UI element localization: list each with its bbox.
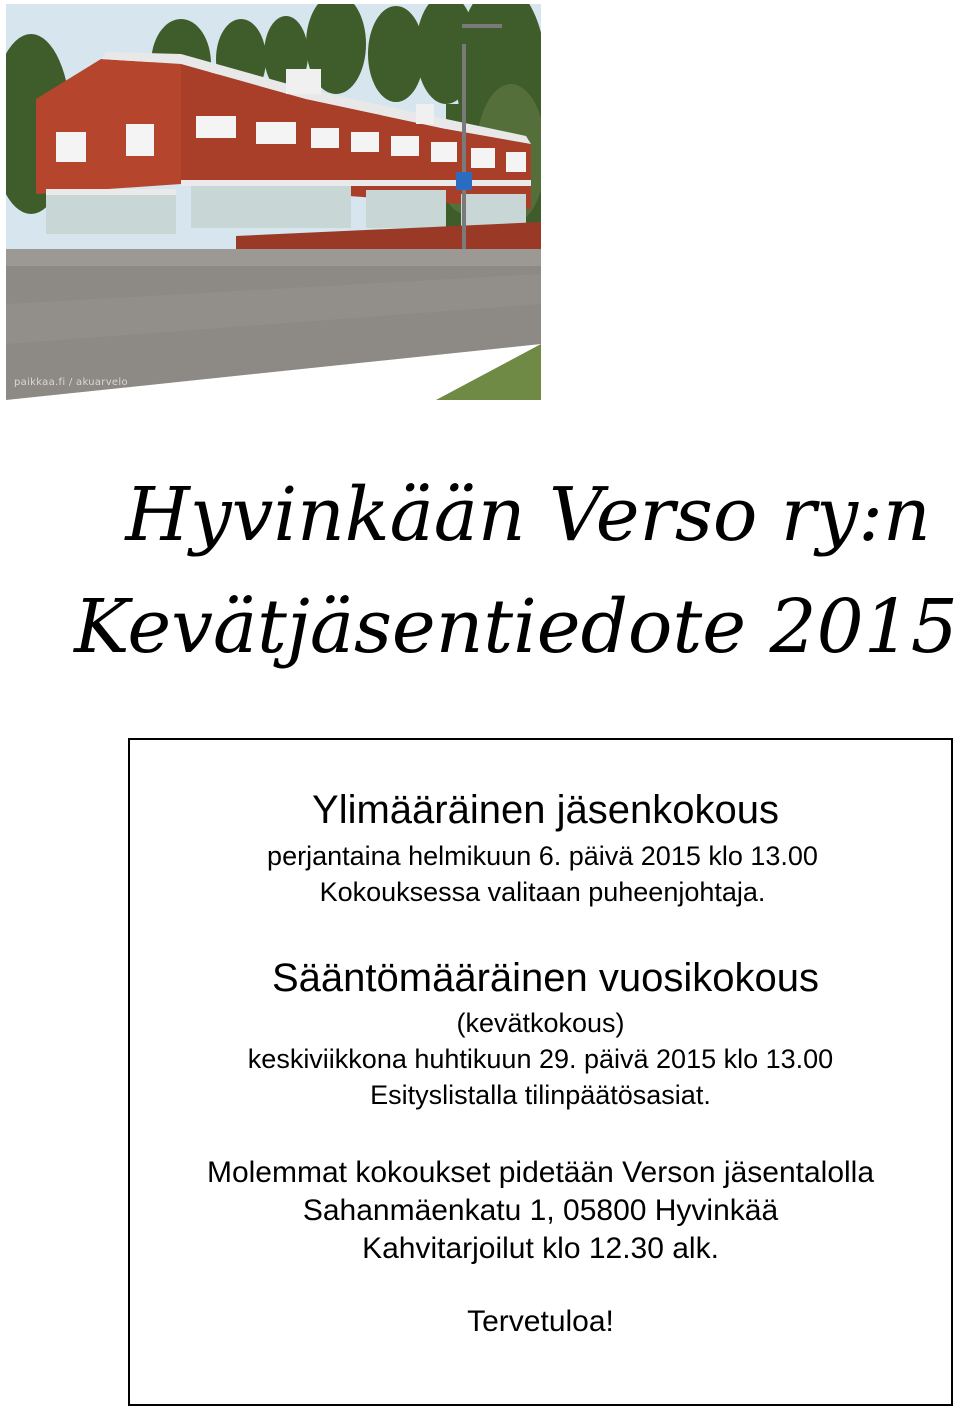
photo-credit: paikkaa.fi / akuarvelo [14, 377, 128, 388]
meeting-notice-box [128, 738, 953, 1406]
newsletter-title-line1: Hyvinkään Verso ry:n [125, 472, 931, 558]
coffee-note: Kahvitarjoilut klo 12.30 alk. [362, 1232, 719, 1265]
welcome-text: Tervetuloa! [467, 1305, 614, 1338]
newsletter-title-line2: Kevätjäsentiedote 2015 [74, 584, 958, 670]
extra-meeting-date: perjantaina helmikuun 6. päivä 2015 klo 13.00 [267, 841, 818, 871]
annual-meeting-date: keskiviikkona huhtikuun 29. päivä 2015 klo 13.00 [247, 1044, 834, 1074]
annual-meeting-note: Esityslistalla tilinpäätösasiat. [370, 1080, 711, 1110]
venue-address: Sahanmäenkatu 1, 05800 Hyvinkää [302, 1194, 779, 1227]
extra-meeting-heading: Ylimääräinen jäsenkokous [312, 788, 779, 832]
annual-meeting-heading: Sääntömääräinen vuosikokous [271, 956, 819, 1000]
annual-meeting-subheading: (kevätkokous) [456, 1008, 625, 1038]
building-photo-image [6, 4, 541, 400]
extra-meeting-note: Kokouksessa valitaan puheenjohtaja. [319, 877, 766, 907]
venue-line1: Molemmat kokoukset pidetään Verson jäsentalolla [206, 1156, 875, 1189]
building-photo [6, 4, 541, 400]
